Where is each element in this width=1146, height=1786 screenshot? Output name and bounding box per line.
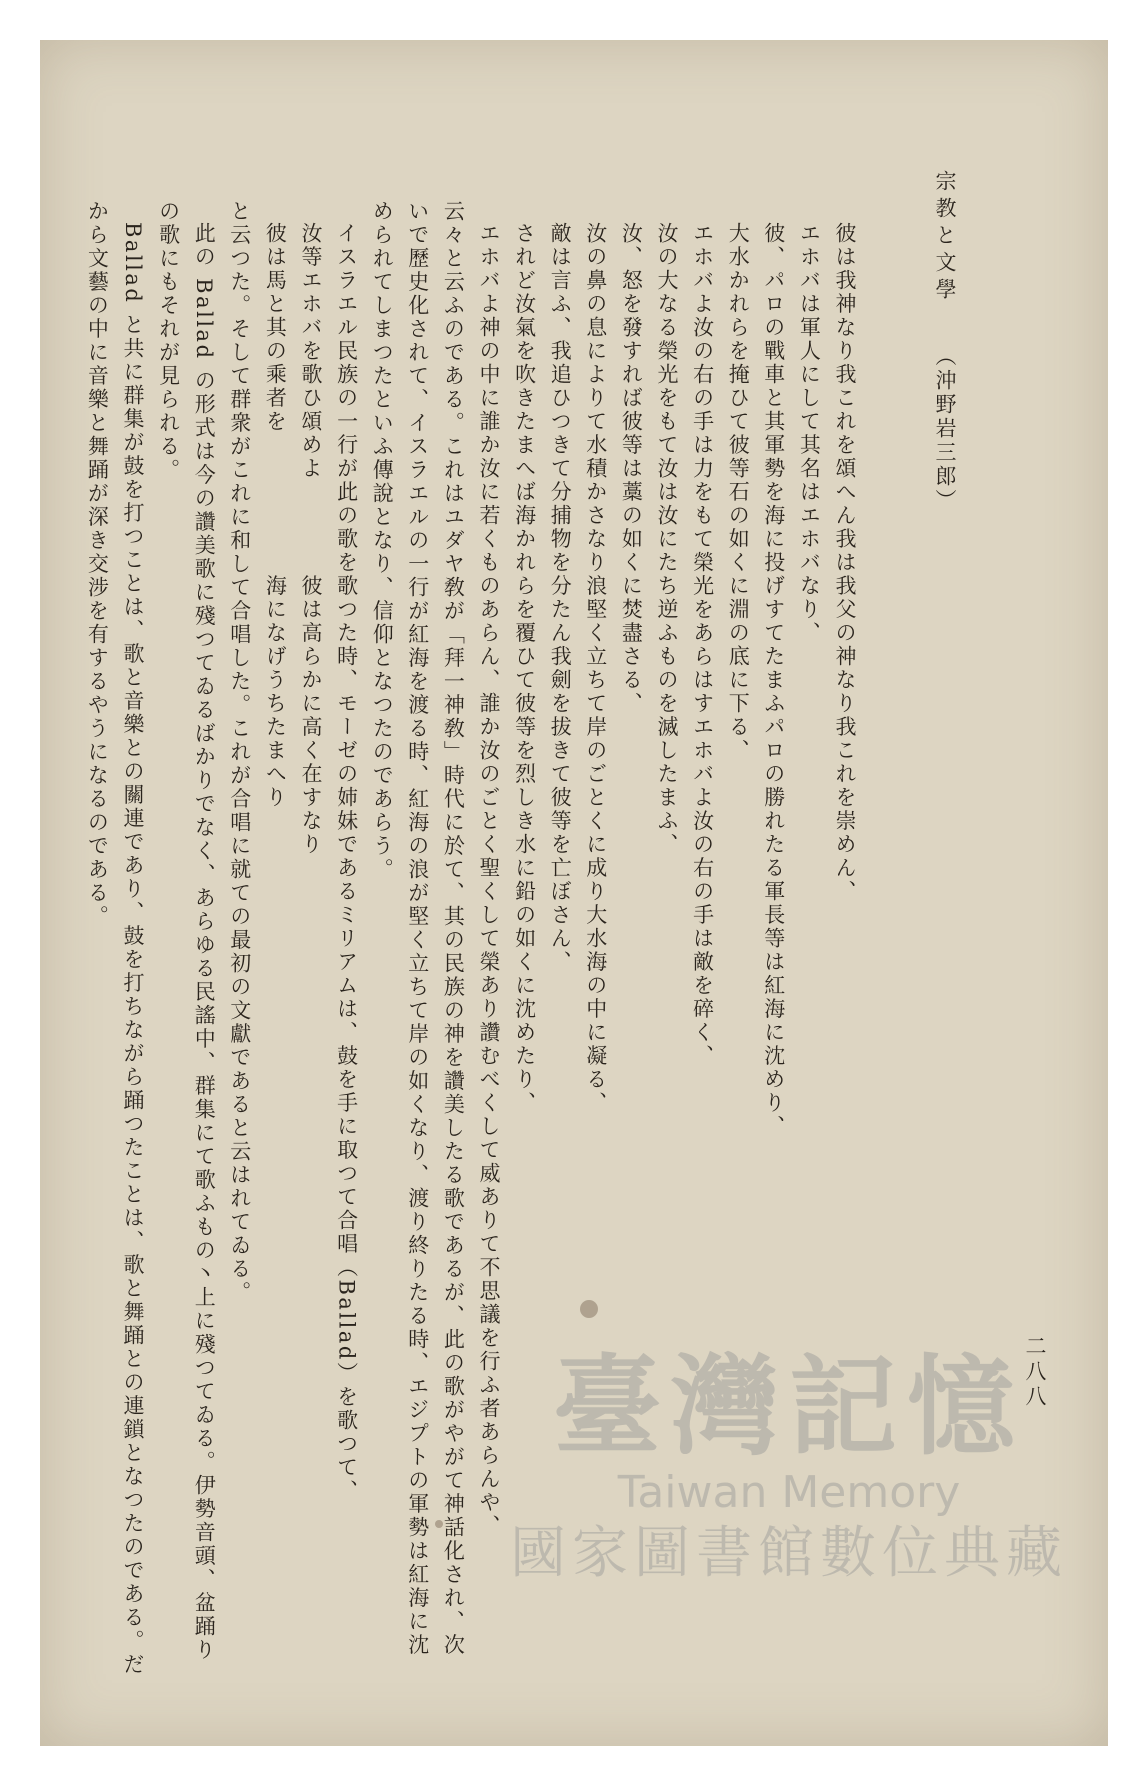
- chapter-header: [930, 170, 960, 513]
- text-column: 汝、怒を發すれば彼等は藁の如くに焚盡さる、: [619, 222, 644, 716]
- text-column: 彼は馬と其の乘者を 海になげうちたまへり: [263, 222, 288, 810]
- text-column: 敵は言ふ、我追ひつきて分捕物を分たん我劍を拔きて彼等を亡ぼさん、: [548, 222, 573, 974]
- text-column: Ballad と共に群集が鼓を打つことは、歌と音樂との關連であり、鼓を打ちながら踊つたことは、歌と舞踊との連鎖となつたのである。だ: [121, 222, 145, 1677]
- text-column: 彼は我神なり我これを頌へん我は我父の神なり我これを崇めん、: [833, 222, 857, 904]
- text-column: 汝の大なる榮光をもて汝は汝にたち逆ふものを滅したまふ、: [655, 222, 679, 857]
- watermark: [510, 1345, 1068, 1587]
- text-column: いで歷史化されて、イスラエルの一行が紅海を渡る時、紅海の浪が堅く立ちて岸の如くなり、渡り終りたる時、エジプトの軍勢は紅海に沈: [405, 200, 430, 1657]
- text-column: 汝の鼻の息によりて水積かさなり浪堅く立ちて岸のごとくに成り大水海の中に凝る、: [583, 222, 608, 1115]
- paper-stain: [580, 1300, 598, 1318]
- watermark-english: Taiwan Memory: [617, 1467, 961, 1518]
- book-page: [40, 40, 1108, 1746]
- text-column: から文藝の中に音樂と舞踊が深き交涉を有するやうになるのである。: [85, 200, 110, 929]
- author-name: （沖野岩三郎）: [933, 345, 957, 513]
- text-column: エホバよ汝の右の手は力をもて榮光をあらはすエホバよ汝の右の手は敵を碎く、: [690, 222, 715, 1068]
- text-column: エホバは軍人にして其名はエホバなり、: [797, 222, 822, 645]
- page-number: 二八八: [1023, 1335, 1047, 1410]
- text-column: 汝等エホバを歌ひ頌めよ 彼は高らかに高く在すなり: [299, 222, 323, 857]
- watermark-chinese: 臺灣記憶: [552, 1345, 1025, 1470]
- text-column: の歌にもそれが見られる。: [156, 200, 181, 482]
- text-column: と云つた。そして群衆がこれに和して合唱した。これが合唱に就ての最初の文獻であると云はれてゐる。: [227, 200, 252, 1305]
- text-column: 大水かれらを掩ひて彼等石の如くに淵の底に下る、: [726, 222, 751, 763]
- text-column: 云々と云ふのである。これはユダヤ敎が「拜一神敎」時代に於て、其の民族の神を讚美したる歌であるが、此の歌がやがて神話化され、次: [441, 200, 466, 1657]
- text-column: 彼、パロの戰車と其軍勢を海に投げすてたまふパロの勝れたる軍長等は紅海に沈めり、: [761, 222, 786, 1139]
- text-column: エホバよ神の中に誰か汝に若くものあらん、誰か汝のごとく聖くして榮あり讚むべくして威ありて不思議を行ふ者あらんや、: [477, 222, 501, 1538]
- watermark-subtitle: 國家圖書館數位典藏: [510, 1521, 1068, 1586]
- chapter-title: 宗教と文學: [933, 170, 957, 305]
- text-column: められてしまつたといふ傳說となり、信仰となつたのであらう。: [370, 200, 395, 882]
- text-column: 此の Ballad の形式は今の讚美歌に殘つてゐるばかりでなく、あらゆる民謠中、群集にて歌ふもの丶上に殘つてゐる。伊勢音頭、盆踊り: [192, 222, 217, 1663]
- text-column: されど汝氣を吹きたまへば海かれらを覆ひて彼等を烈しき水に鉛の如くに沈めたり、: [512, 222, 537, 1115]
- text-column: イスラエル民族の一行が此の歌を歌つた時、モーゼの姉妹であるミリアムは、鼓を手に取つて合唱（Ballad）を歌つて、: [334, 222, 359, 1503]
